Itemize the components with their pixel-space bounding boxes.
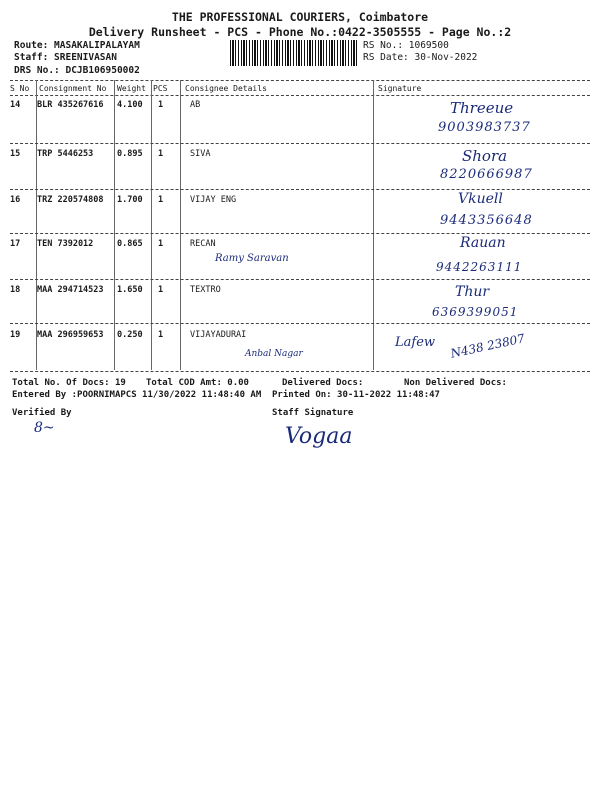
handwritten-signature: Threeue <box>450 99 514 117</box>
handwritten-phone: 9443356648 <box>440 213 533 228</box>
handwritten-signature: Lafew <box>395 335 436 350</box>
staff-label: Staff: SREENIVASAN <box>14 52 117 63</box>
staff-signature-label: Staff Signature <box>272 408 354 418</box>
entered-by: Entered By :POORNIMAPCS 11/30/2022 11:48:40 AM <box>12 390 262 400</box>
runsheet-title: THE PROFESSIONAL COURIERS, Coimbatore <box>171 10 429 24</box>
handwritten-signature: Shora <box>462 147 508 165</box>
row-consignee: TEXTRO <box>190 285 221 295</box>
row-weight: 0.250 <box>117 330 143 340</box>
row-pcs: 1 <box>158 149 164 159</box>
handwritten-phone: N438 23807 <box>449 331 527 361</box>
row-consignment: MAA 296959653 <box>37 330 104 340</box>
row-divider <box>10 279 590 280</box>
table-row <box>0 145 600 189</box>
handwritten-note: Ramy Saravan <box>215 253 289 264</box>
table-row <box>0 97 600 143</box>
handwritten-phone: 6369399051 <box>432 305 519 319</box>
row-consignment: BLR 435267616 <box>37 100 104 110</box>
barcode-image <box>230 40 358 66</box>
row-divider <box>10 189 590 190</box>
col-header-sno: S No <box>10 84 30 93</box>
row-consignment: TRZ 220574808 <box>37 195 104 205</box>
row-weight: 1.650 <box>117 285 143 295</box>
non-delivered-docs: Non Delivered Docs: <box>404 378 507 388</box>
handwritten-phone: 9442263111 <box>436 260 523 274</box>
row-consignment: TEN 7392012 <box>37 239 94 249</box>
row-sno: 19 <box>10 330 21 340</box>
row-consignment: TRP 5446253 <box>37 149 94 159</box>
rs-date: RS Date: 30-Nov-2022 <box>363 52 478 63</box>
col-header-consignment: Consignment No <box>39 84 107 93</box>
col-header-weight: Weight <box>117 84 146 93</box>
route-label: Route: MASAKALIPALAYAM <box>14 40 140 51</box>
row-pcs: 1 <box>158 195 164 205</box>
drs-number: DRS No.: DCJB106950002 <box>14 65 140 76</box>
header-bottom-rule <box>10 95 590 96</box>
col-header-signature: Signature <box>378 84 422 93</box>
total-docs: Total No. Of Docs: 19 <box>12 378 126 388</box>
handwritten-note: Anbal Nagar <box>245 349 303 359</box>
table-row <box>0 235 600 279</box>
row-consignee: VIJAYADURAI <box>190 330 247 340</box>
row-consignee: AB <box>190 100 201 110</box>
row-pcs: 1 <box>158 330 164 340</box>
table-row <box>0 281 600 323</box>
total-cod: Total COD Amt: 0.00 <box>146 378 249 388</box>
rs-number: RS No.: 1069500 <box>363 40 449 51</box>
col-header-pcs: PCS <box>153 84 168 93</box>
row-consignee: VIJAY ENG <box>190 195 237 205</box>
row-weight: 4.100 <box>117 100 143 110</box>
table-row <box>0 191 600 233</box>
row-divider <box>10 323 590 324</box>
row-weight: 1.700 <box>117 195 143 205</box>
row-sno: 16 <box>10 195 21 205</box>
row-sno: 18 <box>10 285 21 295</box>
table-top-rule <box>10 80 590 81</box>
handwritten-signature: Vkuell <box>458 191 503 207</box>
runsheet-subtitle: Delivery Runsheet - PCS - Phone No.:0422-3505555 - Page No.:2 <box>88 25 512 39</box>
table-row <box>0 325 600 371</box>
row-divider <box>10 233 590 234</box>
row-consignment: MAA 294714523 <box>37 285 104 295</box>
row-sno: 15 <box>10 149 21 159</box>
verified-by-label: Verified By <box>12 408 72 418</box>
row-pcs: 1 <box>158 100 164 110</box>
delivered-docs: Delivered Docs: <box>282 378 364 388</box>
row-consignee: SIVA <box>190 149 211 159</box>
handwritten-phone: 9003983737 <box>438 120 531 135</box>
handwritten-signature: Rauan <box>460 235 506 251</box>
row-sno: 14 <box>10 100 21 110</box>
row-pcs: 1 <box>158 239 164 249</box>
staff-signature-mark: Vogaa <box>285 424 353 449</box>
printed-on: Printed On: 30-11-2022 11:48:47 <box>272 390 440 400</box>
col-header-consignee: Consignee Details <box>185 84 267 93</box>
table-bottom-rule <box>10 371 590 372</box>
row-weight: 0.865 <box>117 239 143 249</box>
verified-mark: 8~ <box>34 420 55 436</box>
row-weight: 0.895 <box>117 149 143 159</box>
row-pcs: 1 <box>158 285 164 295</box>
row-sno: 17 <box>10 239 21 249</box>
handwritten-phone: 8220666987 <box>440 167 533 182</box>
row-divider <box>10 143 590 144</box>
handwritten-signature: Thur <box>455 284 490 300</box>
row-consignee: RECAN <box>190 239 216 249</box>
